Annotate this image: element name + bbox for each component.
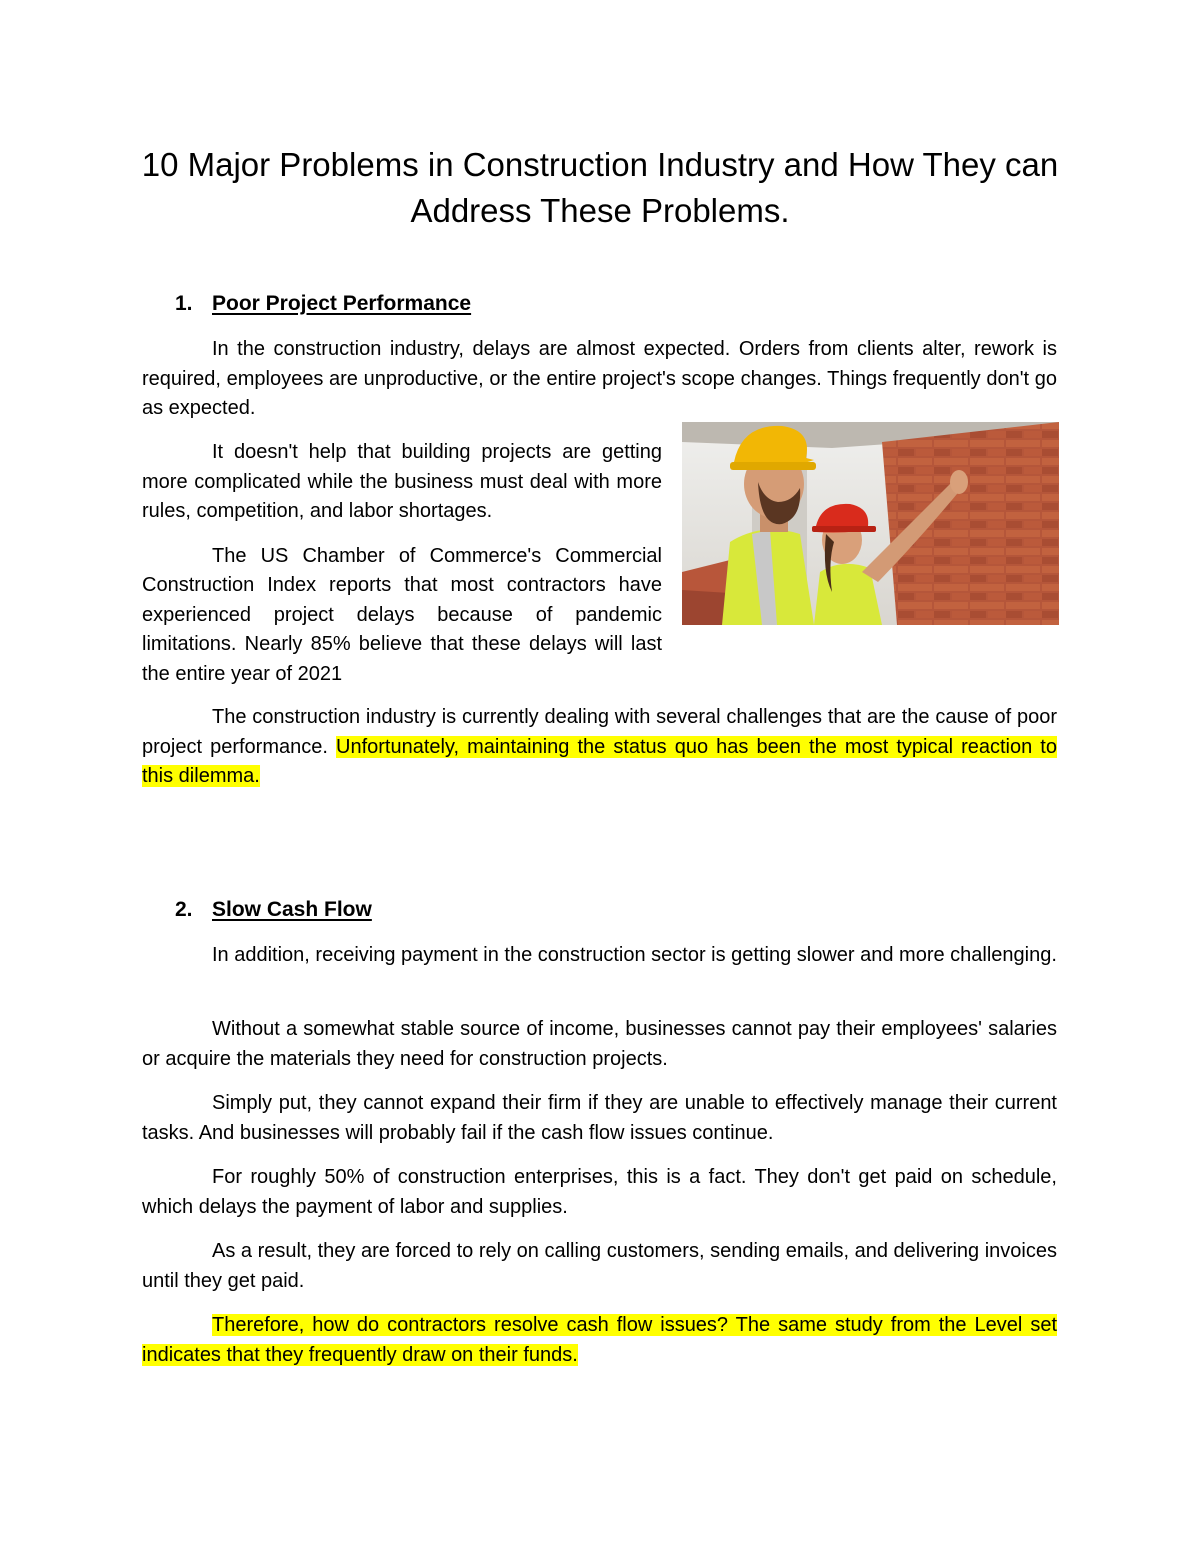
highlighted-paragraph: [142, 1311, 1057, 1370]
paragraph: [142, 703, 1057, 792]
section-heading-2: [175, 896, 372, 924]
section-number: 2.: [175, 898, 193, 921]
paragraph: Without a somewhat stable source of income, businesses cannot pay their employees' salaries or acquire the materials they need for construction projects.: [142, 1018, 1057, 1070]
paragraph: For roughly 50% of construction enterprises, this is a fact. They don't get paid on schedule, which delays the payment of labor and supplies.: [142, 1166, 1057, 1218]
paragraph: It doesn't help that building projects are getting more complicated while the business must deal with more rules, competition, and labor shortages.: [142, 441, 662, 522]
paragraph: The US Chamber of Commerce's Commercial Construction Index reports that most contractors have experienced project delays because of pandemic limitations. Nearly 85% believe that these delays will last the entire year of 2021: [142, 544, 662, 685]
section-title: Slow Cash Flow: [212, 898, 372, 921]
paragraph: Simply put, they cannot expand their firm if they are unable to effectively manage their current tasks. And businesses will probably fail if the cash flow issues continue.: [142, 1092, 1057, 1144]
section-heading-1: [175, 290, 471, 318]
section-number: 1.: [175, 292, 193, 315]
paragraph: In the construction industry, delays are almost expected. Orders from clients alter, rework is required, employees are unproductive, or the entire project's scope changes. Things frequently don't go as expected.: [142, 338, 1057, 419]
highlighted-text: Unfortunately, maintaining the status quo has been the most typical reaction to this dilemma.: [142, 735, 1057, 787]
section-title: Poor Project Performance: [212, 292, 472, 315]
highlighted-text: Therefore, how do contractors resolve cash flow issues? The same study from the Level set indicates that they frequently draw on their funds.: [142, 1314, 1057, 1366]
paragraph: As a result, they are forced to rely on calling customers, sending emails, and delivering invoices until they get paid.: [142, 1240, 1057, 1292]
plain-text: The construction industry is currently dealing with several challenges that are the cause of poor project performance.: [142, 706, 1057, 758]
document-title: 10 Major Problems in Construction Industry and How They can Address These Problems.: [141, 146, 1059, 229]
photo-construction-workers-inspecting-brick-wall-icon: [682, 422, 1059, 625]
paragraph: In addition, receiving payment in the construction sector is getting slower and more challenging.: [212, 944, 1057, 966]
